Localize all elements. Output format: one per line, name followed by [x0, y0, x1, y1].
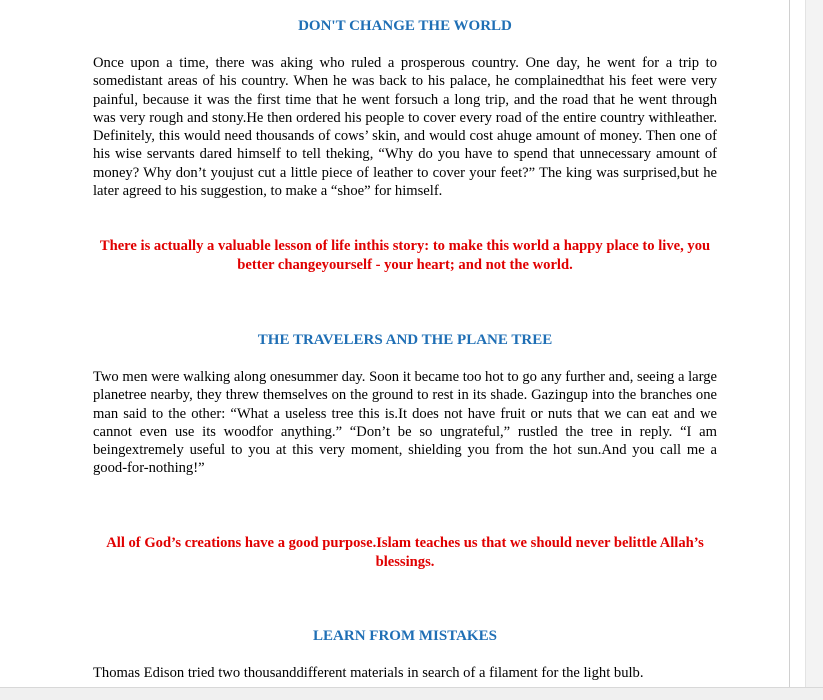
story-1-moral-block	[93, 237, 717, 275]
vertical-scrollbar[interactable]	[805, 0, 823, 688]
story-1-moral: There is actually a valuable lesson of life inthis story: to make this world a happy place to live, you better changeyourself - your heart; and not the world.	[99, 238, 711, 273]
story-2-title-block	[93, 330, 717, 350]
story-3-body-block	[93, 664, 717, 682]
story-1-body: Once upon a time, there was aking who ruled a prosperous country. One day, he went for a trip to somedistant areas of his country. When he was back to his palace, he complainedthat his feet were very painful, because it was the first time that he went forsuch a long trip, and the road that he went through was very rough and stony.He then ordered his people to cover every road of the entire country withleather. Definitely, this would need thousands of cows’ skin, and would cost ahuge amount of money. Then one of his wise servants dared himself to tell theking, “Why do you have to spend that unnecessary amount of money? Why don’t youjust cut a little piece of leather to cover your feet?” The king was surprised,but he later agreed to his suggestion, to make a “shoe” for himself.	[93, 55, 717, 200]
story-3-title: LEARN FROM MISTAKES	[313, 628, 497, 644]
story-1-body-block	[93, 54, 717, 200]
page-margin-line	[789, 0, 790, 688]
horizontal-scrollbar[interactable]	[0, 687, 823, 700]
story-1-title: DON'T CHANGE THE WORLD	[298, 18, 512, 34]
story-2-body-block	[93, 368, 717, 478]
story-3-title-block	[93, 626, 717, 646]
story-3-body: Thomas Edison tried two thousanddifferent materials in search of a filament for the light bulb.	[93, 665, 644, 681]
story-2-body: Two men were walking along onesummer day. Soon it became too hot to go any further and, seeing a large planetree nearby, they threw themselves on the ground to rest in its shade. Gazingup into the branches one man said to the other: “What a useless tree this is.It does not have fruit or nuts that we can eat and we cannot even use its woodfor anything.” “Don’t be so ungrateful,” rustled the tree in reply. “I am beingextremely useful to you at this very moment, shielding you from the hot sun.And you call me a good-for-nothing!”	[93, 369, 717, 477]
story-2-title: THE TRAVELERS AND THE PLANE TREE	[257, 332, 553, 348]
story-2-moral: All of God’s creations have a good purpose.Islam teaches us that we should never belittle Allah’s blessings.	[106, 535, 704, 570]
story-2-moral-block	[93, 534, 717, 572]
story-1-title-block	[93, 16, 717, 36]
